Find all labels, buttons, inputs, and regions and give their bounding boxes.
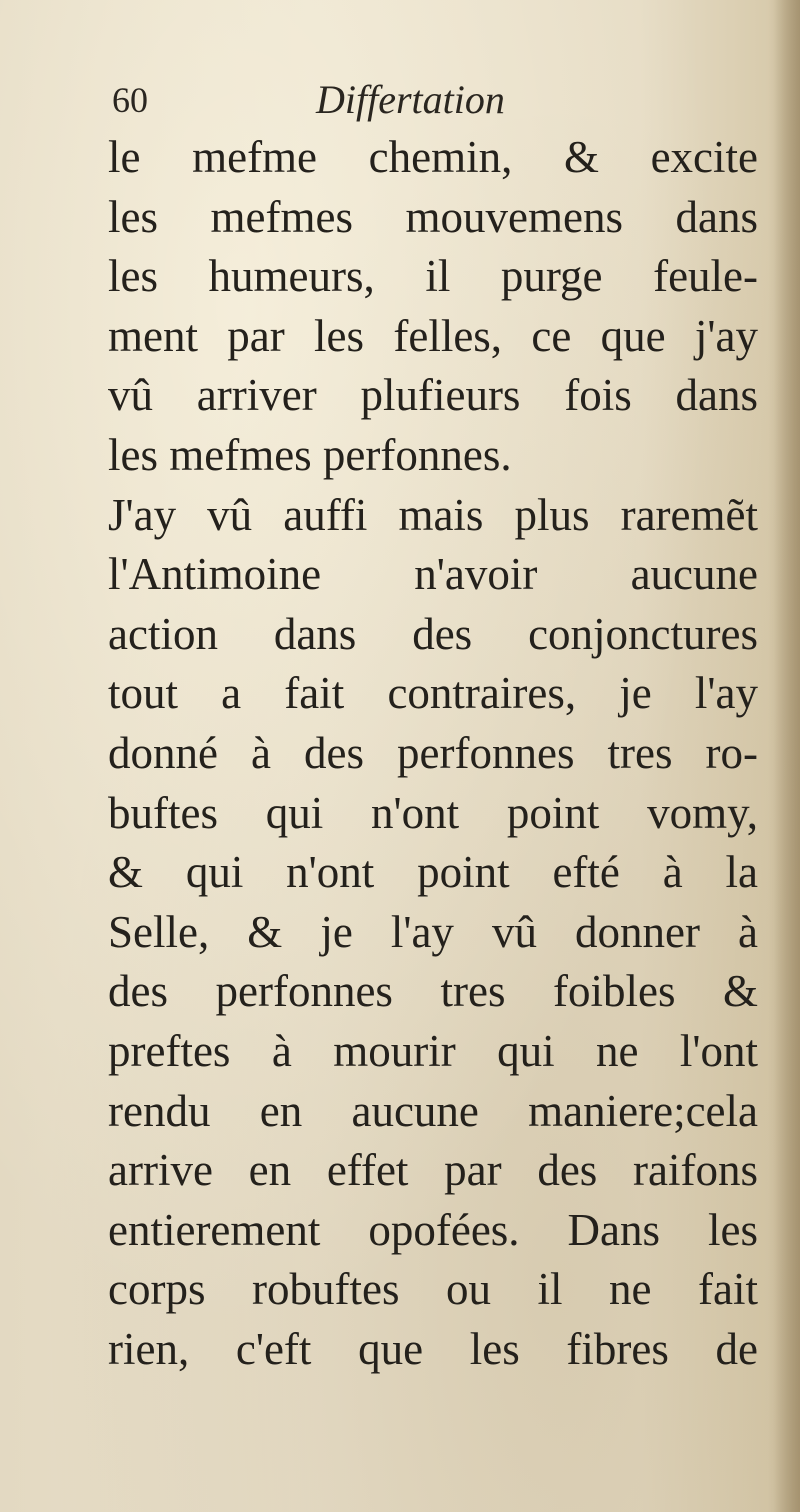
text-line: Selle, & je l'ay vû donner à [108, 906, 758, 957]
body-text [108, 128, 758, 1379]
text-line: action dans des conjonctures [108, 608, 758, 659]
text-line: vû arriver plufieurs fois dans [108, 370, 758, 421]
text-line: les mefmes mouvemens dans [108, 191, 758, 242]
page-header [112, 72, 632, 128]
text-line: preftes à mourir qui ne l'ont [108, 1025, 758, 1076]
text-line: entierement opofées. Dans les [108, 1204, 758, 1255]
text-line: buftes qui n'ont point vomy, [108, 787, 758, 838]
text-line: rendu en aucune maniere;cela [108, 1085, 758, 1136]
text-line: des perfonnes tres foibles & [108, 966, 758, 1017]
text-line: corps robuftes ou il ne fait [108, 1264, 758, 1315]
text-line: J'ay vû auffi mais plus raremẽt [108, 489, 758, 540]
page-edge-shadow [774, 0, 800, 1512]
text-line: les humeurs, il purge feule- [108, 251, 758, 302]
page-number: 60 [112, 80, 148, 120]
text-line: tout a fait contraires, je l'ay [108, 668, 758, 719]
text-line: le mefme chemin, & excite [108, 132, 758, 182]
text-line: & qui n'ont point efté à la [108, 847, 758, 898]
text-line: ment par les felles, ce que j'ay [108, 310, 758, 361]
text-line: donné à des perfonnes tres ro- [108, 727, 758, 778]
text-line: les mefmes perfonnes. [108, 429, 512, 480]
running-title: Differtation [316, 77, 505, 122]
text-line: l'Antimoine n'avoir aucune [108, 549, 758, 600]
text-line: arrive en effet par des raifons [108, 1145, 758, 1196]
text-line: rien, c'eft que les fibres de [108, 1323, 758, 1374]
